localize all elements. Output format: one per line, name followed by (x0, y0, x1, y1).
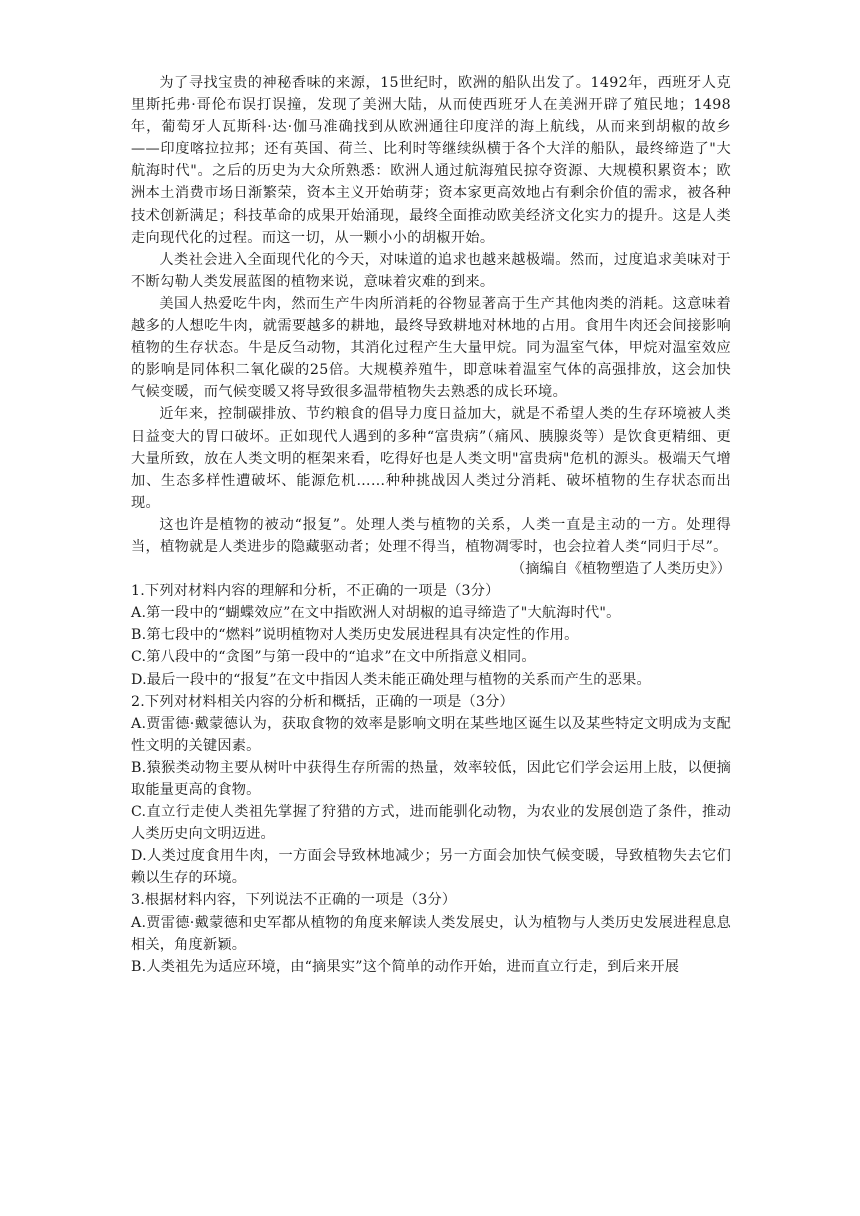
document-page (131, 72, 731, 978)
option-a: A.贾雷德·戴蒙德认为，获取食物的效率是影响文明在某些地区诞生以及某些特定文明成为支配性文明的关键因素。 (131, 715, 731, 754)
option-a: A.第一段中的“蝴蝶效应”在文中指欧洲人对胡椒的追寻缔造了"大航海时代"。 (131, 605, 621, 622)
option-b: B.人类祖先为适应环境，由“摘果实”这个简单的动作开始，进而直立行走，到后来开展 (131, 958, 680, 975)
option-a: A.贾雷德·戴蒙德和史军都从植物的角度来解读人类发展史，认为植物与人类历史发展进程息息相关，角度新颖。 (131, 914, 731, 953)
source-citation: （摘编自《植物塑造了人类历史》） (511, 561, 731, 578)
option-d: D.最后一段中的“报复”在文中指因人类未能正确处理与植物的关系而产生的恶果。 (131, 671, 651, 688)
option-b: B.第七段中的“燃料”说明植物对人类历史发展进程具有决定性的作用。 (131, 627, 579, 644)
paragraph-3: 美国人热爱吃牛肉，然而生产牛肉所消耗的谷物显著高于生产其他肉类的消耗。这意味着越多的人想吃牛肉，就需要越多的耕地，最终导致耕地对林地的占用。食用牛肉还会间接影响植物的生存状态。牛是反刍动物，其消化过程产生大量甲烷。同为温室气体，甲烷对温室效应的影响是同体积二氧化碳的25倍。大规模养殖牛，即意味着温室气体的高强排放，这会加快气候变暖，而气候变暖又将导致很多温带植物失去熟悉的成长环境。 (131, 295, 731, 401)
paragraph-5: 这也许是植物的被动“报复”。处理人类与植物的关系，人类一直是主动的一方。处理得当，植物就是人类进步的隐藏驱动者；处理不得当，植物凋零时，也会拉着人类“同归于尽”。 (131, 516, 731, 555)
option-c: C.第八段中的“贪图”与第一段中的“追求”在文中所指意义相同。 (131, 649, 536, 666)
paragraph-1: 为了寻找宝贵的神秘香味的来源，15世纪时，欧洲的船队出发了。1492年，西班牙人克里斯托弗·哥伦布误打误撞，发现了美洲大陆，从而使西班牙人在美洲开辟了殖民地；1498年，葡萄牙人瓦斯科·达·伽马准确找到从欧洲通往印度洋的海上航线，从而来到胡椒的故乡——印度喀拉拉邦；还有英国、荷兰、比利时等继续纵横于各个大洋的船队，最终缔造了"大航海时代"。之后的历史为大众所熟悉：欧洲人通过航海殖民掠夺资源、大规模积累资本；欧洲本土消费市场日渐繁荣，资本主义开始萌芽；资本家更高效地占有剩余价值的需求，被各种技术创新满足；科技革命的成果开始涌现，最终全面推动欧美经济文化实力的提升。这是人类走向现代化的过程。而这一切，从一颗小小的胡椒开始。 (131, 75, 731, 246)
question-2 (131, 691, 731, 890)
paragraph-4: 近年来，控制碳排放、节约粮食的倡导力度日益加大，就是不希望人类的生存环境被人类日益变大的胃口破坏。正如现代人遇到的多种“富贵病”（痛风、胰腺炎等）是饮食更精细、更大量所致，放在人类文明的框架来看，吃得好也是人类文明"富贵病"危机的源头。极端天气增加、生态多样性遭破坏、能源危机……种种挑战因人类过分消耗、破坏植物的生存状态而出现。 (131, 406, 731, 511)
question-1 (131, 580, 731, 690)
option-b: B.猿猴类动物主要从树叶中获得生存所需的热量，效率较低，因此它们学会运用上肢，以便摘取能量更高的食物。 (131, 759, 731, 798)
question-3 (131, 889, 731, 977)
question-stem: 1.下列对材料内容的理解和分析，不正确的一项是（3分） (131, 583, 500, 600)
option-c: C.直立行走使人类祖先掌握了狩猎的方式，进而能驯化动物，为农业的发展创造了条件，推动人类历史向文明迈进。 (131, 804, 731, 843)
option-d: D.人类过度食用牛肉，一方面会导致林地减少；另一方面会加快气候变暖，导致植物失去它们赖以生存的环境。 (131, 848, 731, 887)
paragraph-2: 人类社会进入全面现代化的今天，对味道的追求也越来越极端。然而，过度追求美味对于不断勾勒人类发展蓝图的植物来说，意味着灾难的到来。 (131, 251, 731, 290)
question-stem: 2.下列对材料相关内容的分析和概括，正确的一项是（3分） (131, 693, 514, 710)
question-stem: 3.根据材料内容，下列说法不正确的一项是（3分） (131, 892, 457, 909)
